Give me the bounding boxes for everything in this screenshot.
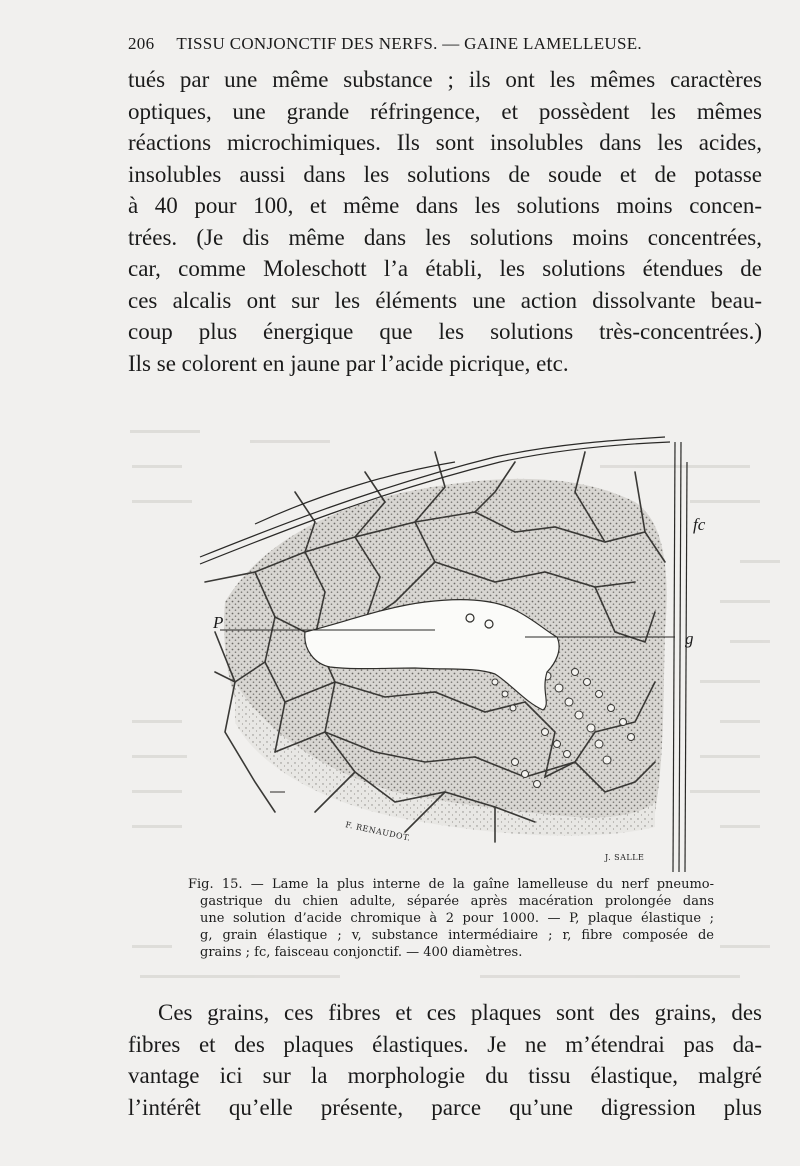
running-header <box>128 34 698 54</box>
engraver-signature-left: F. RENAUDOT. <box>344 820 412 843</box>
text-line: car, comme Moleschott l’a établi, les solutions étendues de <box>128 256 762 281</box>
running-title: TISSU CONJONCTIF DES NERFS. — GAINE LAMELLEUSE. <box>176 34 642 53</box>
label-P: P <box>213 613 224 632</box>
figure-caption <box>188 876 714 961</box>
caption-line: une solution d’acide chromique à 2 pour 1000. — P, plaque élastique ; <box>200 911 714 926</box>
text-line: tués par une même substance ; ils ont les mêmes caractères <box>128 67 762 92</box>
label-fc: fc <box>693 515 706 534</box>
text-line: réactions microchimiques. Ils sont insolubles dans les acides, <box>128 130 762 155</box>
caption-line: grains ; fc, faisceau conjonctif. — 400 diamètres. <box>200 945 523 960</box>
text-line: Ils se colorent en jaune par l’acide picrique, etc. <box>128 350 569 376</box>
page-number: 206 <box>128 34 155 53</box>
text-line: optiques, une grande réfringence, et possèdent les mêmes <box>128 98 762 124</box>
text-line: Ces grains, ces fibres et ces plaques sont des grains, des <box>158 1000 762 1025</box>
text-line: l’intérêt qu’elle présente, parce qu’une digression plus <box>128 1094 762 1120</box>
text-line: insolubles aussi dans les solutions de soude et de potasse <box>128 161 762 187</box>
caption-line: Fig. 15. — Lame la plus interne de la gaîne lamelleuse du nerf pneumo- <box>188 877 714 892</box>
engraver-signature-right: J. SALLE <box>605 853 645 862</box>
text-line: vantage ici sur la morphologie du tissu élastique, malgré <box>128 1063 762 1088</box>
text-line: coup plus énergique que les solutions très-concentrées.) <box>128 319 762 344</box>
caption-line: g, grain élastique ; v, substance intermédiaire ; r, fibre composée de <box>200 928 714 943</box>
figure-15-illustration <box>195 432 725 872</box>
text-line: à 40 pour 100, et même dans les solutions moins concen- <box>128 193 762 218</box>
label-g: g <box>685 629 694 648</box>
text-line: fibres et des plaques élastiques. Je ne m’étendrai pas da- <box>128 1031 762 1057</box>
text-line: ces alcalis ont sur les éléments une action dissolvante beau- <box>128 287 762 313</box>
caption-line: gastrique du chien adulte, séparée après macération prolongée dans <box>200 894 714 909</box>
paragraph-top <box>128 64 762 379</box>
paragraph-bottom <box>128 997 762 1123</box>
text-line: trées. (Je dis même dans les solutions moins concentrées, <box>128 224 762 250</box>
